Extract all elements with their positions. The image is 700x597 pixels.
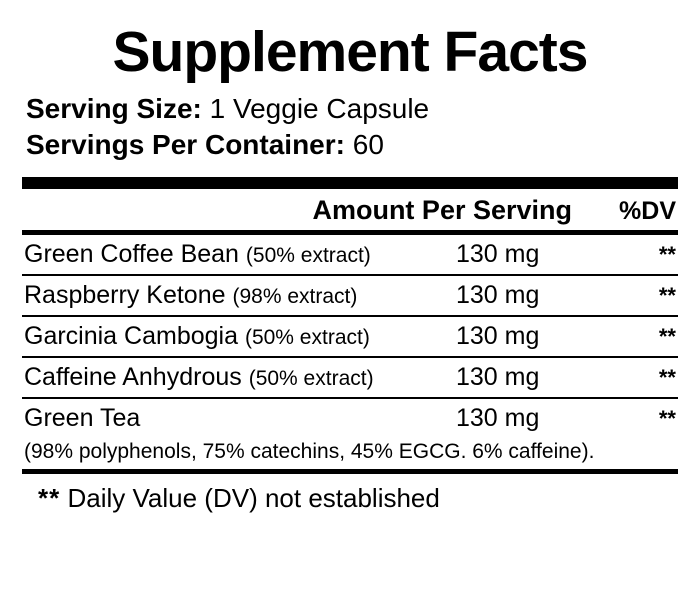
ingredient-daily-value: **: [658, 405, 676, 431]
table-row: [22, 235, 678, 274]
table-row: [22, 317, 678, 356]
ingredient-extract: (50% extract): [245, 243, 371, 267]
ingredient-amount: 130 mg: [456, 239, 540, 268]
divider-thick-top: [22, 177, 678, 189]
ingredient-name: [24, 240, 456, 269]
ingredient-name-text: Green Coffee Bean: [24, 239, 239, 268]
table-row: [22, 399, 678, 438]
ingredient-name-text: Raspberry Ketone: [24, 280, 226, 309]
page-title: Supplement Facts: [112, 20, 588, 84]
column-header-daily-value: %DV: [619, 196, 676, 225]
serving-size-label: Serving Size:: [26, 93, 202, 124]
ingredient-amount: 130 mg: [456, 321, 540, 350]
table-row: [22, 276, 678, 315]
green-tea-subnote: (98% polyphenols, 75% catechins, 45% EGCG. 6% caffeine).: [24, 439, 595, 463]
ingredient-name: [24, 281, 456, 310]
ingredient-amount: 130 mg: [456, 362, 540, 391]
footnote-text: Daily Value (DV) not established: [67, 482, 440, 513]
ingredient-daily-value: **: [658, 241, 676, 267]
ingredient-daily-value: **: [658, 364, 676, 390]
ingredient-extract: (98% extract): [232, 284, 358, 308]
ingredient-name-text: Caffeine Anhydrous: [24, 362, 242, 391]
ingredient-name: [24, 322, 456, 351]
ingredient-daily-value: **: [658, 323, 676, 349]
ingredient-daily-value: **: [658, 282, 676, 308]
column-header-amount-per-serving: Amount Per Serving: [312, 194, 572, 225]
ingredient-name: [24, 404, 456, 433]
ingredient-extract: (50% extract): [248, 366, 374, 390]
ingredient-name: [24, 363, 456, 392]
table-row: [22, 358, 678, 397]
servings-per-container-label: Servings Per Container:: [26, 128, 345, 160]
servings-per-container-value: 60: [352, 128, 384, 160]
serving-size-line: [22, 91, 678, 127]
ingredient-name-text: Garcinia Cambogia: [24, 321, 238, 350]
serving-size-value: 1 Veggie Capsule: [209, 93, 430, 124]
ingredient-extract: (50% extract): [244, 325, 370, 349]
daily-value-footnote: [22, 474, 678, 514]
ingredient-amount: 130 mg: [456, 403, 540, 432]
table-header-row: [22, 189, 678, 230]
servings-per-container-line: [22, 127, 678, 163]
ingredient-amount: 130 mg: [456, 280, 540, 309]
footnote-stars: **: [38, 482, 61, 513]
ingredient-name-text: Green Tea: [24, 403, 141, 432]
